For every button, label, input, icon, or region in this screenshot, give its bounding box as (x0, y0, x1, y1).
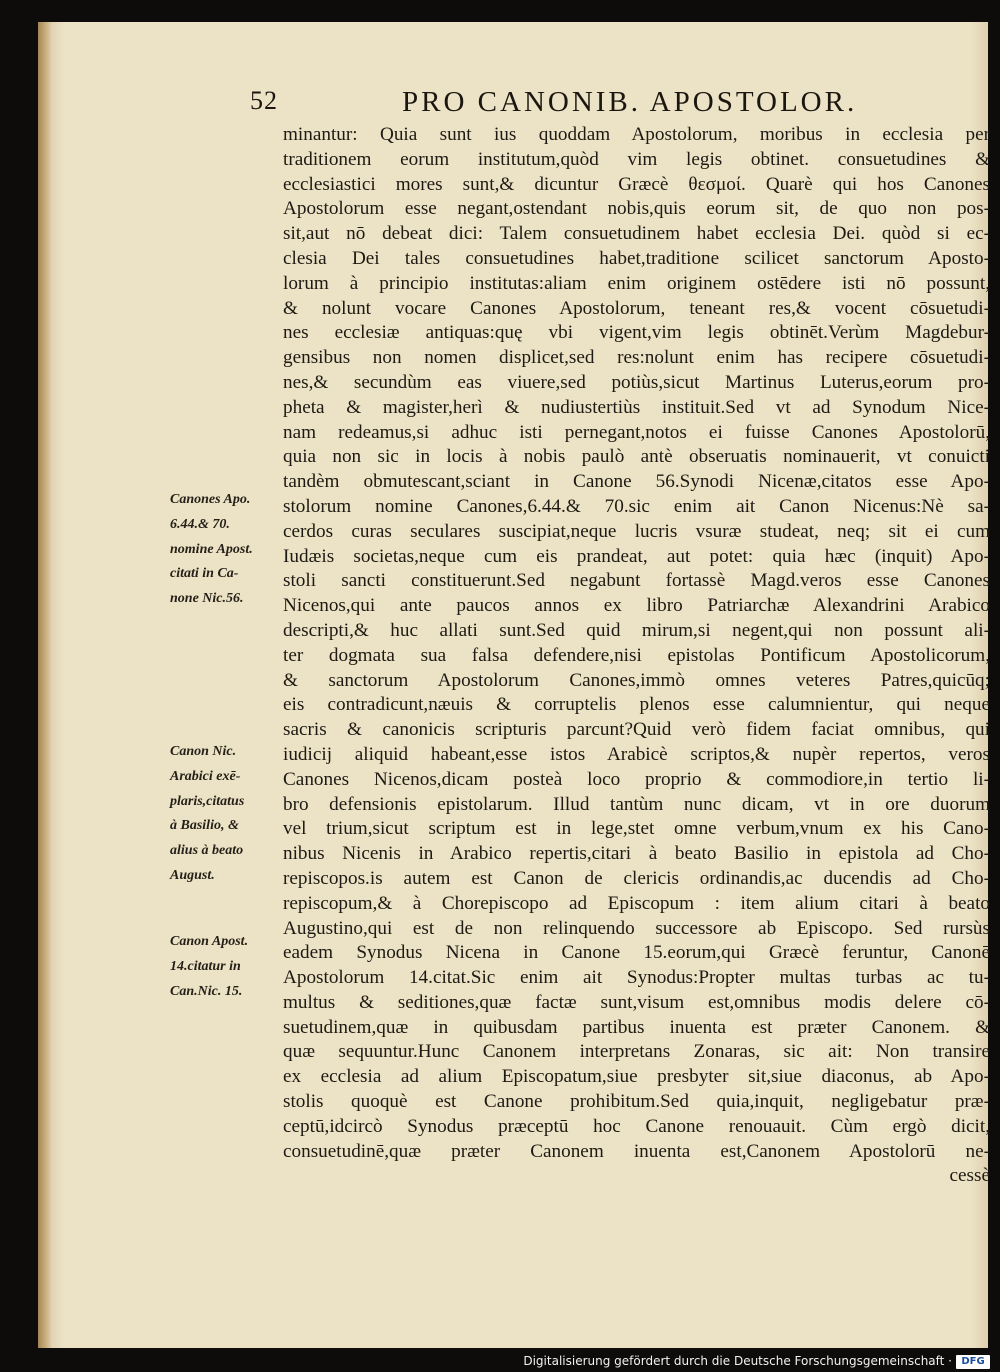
margin-note-line: Canon Nic. (170, 744, 237, 759)
text-line: nam redeamus,si adhuc isti pernegant,notos ei fuisse Canones Apostolorū, (283, 421, 990, 443)
margin-note-line: citati in Ca- (170, 566, 239, 582)
text-line: cerdos curas seculares suscipiat,neque lucris vsuræ studeat, neq; sit ei cum (283, 520, 990, 542)
text-line: descripti,& huc allati sunt.Sed quid mirum,si negent,qui non possunt ali- (283, 619, 990, 641)
text-line: cessè (949, 1165, 990, 1187)
margin-note-line: none Nic.56. (170, 591, 244, 607)
text-line: lorum à principio institutas:aliam enim originem ostēdere isti nō possunt, (283, 272, 990, 294)
running-head: PRO CANONIB. APOSTOLOR. (402, 86, 858, 118)
text-line: suetudinem,quæ in quibusdam partibus inuenta est præter Canonem. & (283, 1016, 990, 1038)
margin-note-canones-apo (170, 488, 280, 612)
text-line: nes,& secundùm eas viuere,sed potiùs,sicut Martinus Luterus,eorum pro- (283, 371, 990, 393)
margin-note-line: 6.44.& 70. (170, 516, 230, 532)
text-line: sit,aut nō debeat dici: Talem consuetudinem habet ecclesia Dei. quòd si ec- (283, 223, 990, 245)
margin-note-line: alius à beato (170, 843, 244, 859)
text-line: & sanctorum Apostolorum Canones,immò omnes veteres Patres,quicūq; (283, 669, 990, 691)
text-line: quæ sequuntur.Hunc Canonem interpretans Zonaras, sic ait: Non transire (283, 1041, 990, 1063)
text-line: nibus Nicenis in Arabico repertis,citari à beato Basilio in epistola ad Cho- (283, 843, 990, 865)
text-line: pheta & magister,herì & nudiustertiùs instituit.Sed vt ad Synodum Nice- (283, 396, 990, 418)
margin-note-line: August. (170, 867, 215, 883)
margin-note-line: plaris,citatus (170, 793, 245, 809)
text-line: vel trium,sicut scriptum est in lege,stet omne verbum,vnum ex his Cano- (283, 818, 990, 840)
text-line: Apostolorum 14.citat.Sic enim ait Synodus:Propter multas turbas ac tu- (283, 967, 990, 989)
margin-note-line: Canon Apost. (170, 934, 249, 949)
text-line: ter dogmata sua falsa defendere,nisi epistolas Pontificum Apostolicorum, (283, 644, 990, 666)
margin-note-line: Canones Apo. (170, 492, 251, 507)
text-line: eis contradicunt,næuis & corruptelis plenos esse calumnientur, qui neque (283, 694, 990, 716)
text-line: clesia Dei tales consuetudines habet,traditione scilicet sanctorum Aposto- (283, 247, 990, 269)
text-line: Nicenos,qui ante paucos annos ex libro Patriarchæ Alexandrini Arabico (283, 595, 990, 617)
text-line: ecclesiastici mores sunt,& dicuntur Græcè θεσμοί. Quarè qui hos Canones (283, 173, 990, 195)
text-line: Apostolorum esse negant,ostendant nobis,quis eorum sit, de quo non pos- (283, 198, 990, 220)
margin-note-line: Can.Nic. 15. (170, 983, 243, 999)
text-line: minantur: Quia sunt ius quoddam Apostolorum, moribus in ecclesia per (283, 124, 990, 145)
digitization-footer (0, 1352, 1000, 1372)
margin-note-line: 14.citatur in (170, 958, 241, 974)
margin-note-canon-apost (170, 930, 280, 1004)
dfg-logo-icon (956, 1355, 990, 1369)
text-line: repiscopos.is autem est Canon de clericis ordinandis,ac ducendis ad Cho- (283, 867, 990, 889)
text-line: stoli sancti constituerunt.Sed negabunt fortassè Magd.veros esse Canones (283, 570, 990, 592)
margin-note-canon-nic-arabici (170, 740, 280, 889)
text-line: bro defensionis epistolarum. Illud tantùm nunc dicam, vt in ore duorum (283, 793, 990, 815)
text-line: stolis quoquè est Canone prohibitum.Sed quia,inquit, negligebatur præ- (283, 1091, 990, 1113)
text-line: quia non sic in locis à nobis paulò antè obseruatis nominauerit, vt conuicti (283, 446, 990, 468)
text-line: Canones Nicenos,dicam posteà loco proprio & commodiore,in tertio li- (283, 768, 990, 790)
page-gutter-shadow (38, 22, 52, 1348)
text-line: multus & seditiones,quæ factæ sunt,visum est,omnibus modis delere cō- (283, 991, 990, 1013)
page-header (250, 86, 990, 126)
main-text-block (283, 123, 990, 1189)
text-line: repiscopum,& à Chorepiscopo ad Episcopum : item alium citari à beato (283, 892, 990, 914)
text-line: consuetudinē,quæ præter Canonem inuenta est,Canonem Apostolorū ne- (283, 1140, 990, 1162)
text-line: eadem Synodus Nicena in Canone 15.eorum,qui Græcè feruntur, Canonē (283, 942, 990, 964)
text-line: sacris & canonicis scripturis parcunt?Quid verò fidem faciat omnibus, qui (283, 719, 990, 741)
margin-note-line: nomine Apost. (170, 541, 253, 557)
text-line: traditionem eorum institutum,quòd vim legis obtinet. consuetudines & (283, 148, 990, 170)
text-line: Augustino,qui est de non relinquendo successore ab Episcopo. Sed rursùs (283, 917, 990, 939)
text-line: tandèm obmutescant,sciant in Canone 56.Synodi Nicenæ,citatos esse Apo- (283, 471, 990, 493)
text-line: gensibus non nomen displicet,sed res:nolunt enim has recipere cōsuetudi- (283, 347, 990, 369)
text-line: Iudæis societas,neque cum eis prandeat, aut potet: quia hæc (inquit) Apo- (283, 545, 990, 567)
page-number: 52 (250, 86, 278, 115)
dfg-credit-text: Digitalisierung gefördert durch die Deutsche Forschungsgemeinschaft · (523, 1354, 952, 1368)
text-line: nes ecclesiæ antiquas:quę vbi vigent,vim legis obtinēt.Verùm Magdebur- (283, 322, 990, 344)
text-line: ceptū,idcircò Synodus præceptū hoc Canone renouauit. Cùm ergò dicit, (283, 1115, 990, 1137)
dfg-logo-text: DFG (961, 1356, 985, 1367)
text-line: stolorum nomine Canones,6.44.& 70.sic enim ait Canon Nicenus:Nè sa- (283, 495, 990, 517)
margin-note-line: Arabici exē- (170, 768, 241, 784)
margin-note-line: à Basilio, & (170, 818, 239, 834)
text-line: ex ecclesia ad alium Episcopatum,siue presbyter sit,siue diaconus, ab Apo- (283, 1066, 990, 1088)
text-line: & nolunt vocare Canones Apostolorum, teneant res,& vocent cōsuetudi- (283, 297, 990, 319)
text-line: iudicij aliquid habeant,esse istos Arabicè scriptos,& nupèr repertos, veros (283, 743, 990, 765)
